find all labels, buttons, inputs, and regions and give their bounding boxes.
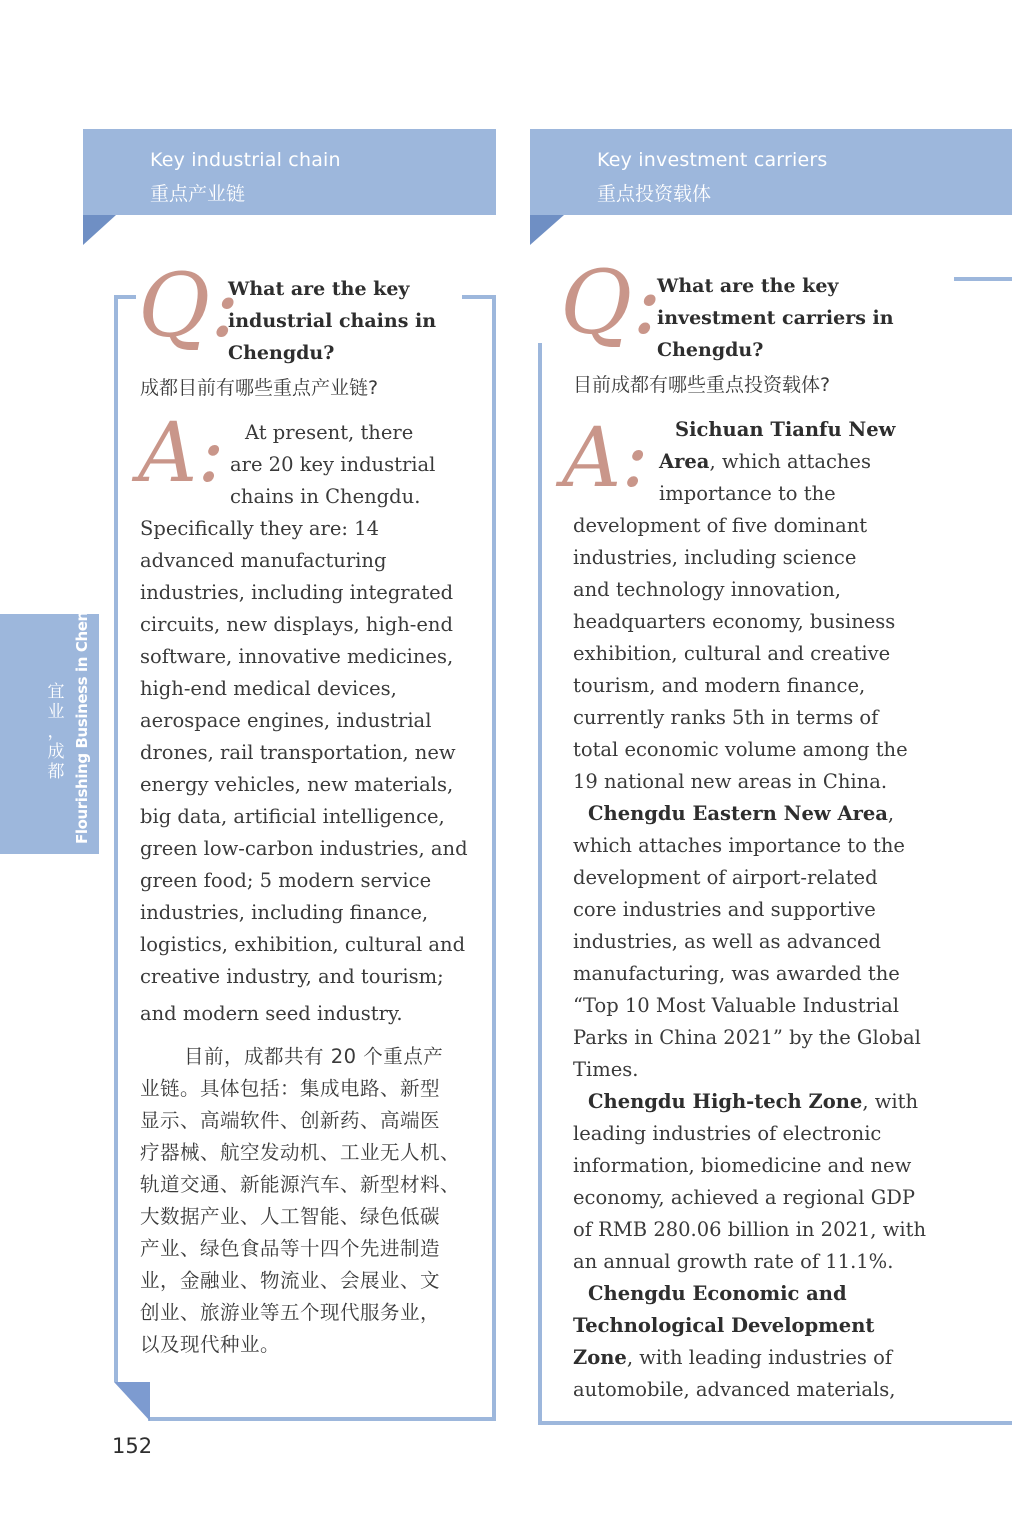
left-answer-chinese-line: 显示、高端软件、创新药、高端医: [140, 1109, 441, 1132]
right-p4-heading: [588, 1278, 847, 1310]
right-p1-line: 19 national new areas in China.: [573, 770, 888, 793]
right-p3-line: of RMB 280.06 billion in 2021, with: [573, 1218, 927, 1241]
carrier-name: Chengdu Economic and: [588, 1282, 847, 1305]
right-p2-line: industries, as well as advanced: [573, 930, 882, 953]
left-answer-line: are 20 key industrial: [230, 453, 436, 476]
right-p1-line: importance to the: [659, 482, 836, 505]
side-char: 都: [47, 762, 65, 782]
left-answer-chinese-line: 目前，成都共有 20 个重点产: [184, 1045, 444, 1068]
left-question-chinese: 成都目前有哪些重点产业链?: [140, 377, 379, 399]
left-frame-corner: [114, 1382, 150, 1421]
left-answer-line: drones, rail transportation, new: [140, 741, 456, 764]
left-answer-line: software, innovative medicines,: [140, 645, 454, 668]
right-p1-line: and technology innovation,: [573, 578, 842, 601]
left-answer-line: industries, including finance,: [140, 901, 429, 924]
right-p2-line: which attaches importance to the: [573, 834, 905, 857]
right-p1-line: development of five dominant: [573, 514, 868, 537]
right-frame-bottom: [538, 1421, 1012, 1425]
carrier-name: Chengdu Eastern New Area: [588, 802, 888, 825]
left-answer-chinese-line: 大数据产业、人工智能、绿色低碳: [140, 1205, 441, 1228]
left-answer-chinese-line: 疗器械、航空发动机、工业无人机、: [140, 1141, 461, 1164]
left-answer-line: At present, there: [245, 421, 414, 444]
right-p4-heading: [573, 1310, 874, 1342]
right-p1-line: tourism, and modern finance,: [573, 674, 866, 697]
left-answer-chinese-line: 业，金融业、物流业、会展业、文: [140, 1269, 441, 1292]
text-run: , which attaches: [709, 450, 871, 473]
left-question-mark: Q:: [138, 254, 240, 357]
right-p1-line: headquarters economy, business: [573, 610, 896, 633]
left-header-fold: [83, 215, 116, 245]
side-tab: [0, 580, 99, 854]
right-p2-line: manufacturing, was awarded the: [573, 962, 900, 985]
text-run: , with: [862, 1090, 919, 1113]
left-frame-left: [114, 295, 118, 1382]
left-frame-right: [492, 295, 496, 1421]
left-answer-line: aerospace engines, industrial: [140, 709, 432, 732]
right-p4-line: [573, 1342, 892, 1374]
right-p1-line: industries, including science: [573, 546, 857, 569]
side-char: 业: [47, 702, 65, 722]
right-question-line: investment carriers in: [657, 307, 894, 329]
carrier-name: Sichuan Tianfu New: [675, 418, 896, 441]
left-answer-chinese-line: 产业、绿色食品等十四个先进制造: [140, 1237, 441, 1260]
carrier-name: Area: [659, 450, 710, 473]
left-answer-mark: A:: [138, 406, 225, 501]
right-p2-line: Times.: [573, 1058, 639, 1081]
left-answer-line: logistics, exhibition, cultural and: [140, 933, 466, 956]
left-frame-bottom: [148, 1417, 496, 1421]
right-question-line: Chengdu?: [657, 339, 764, 361]
right-p2-line: development of airport-related: [573, 866, 878, 889]
right-p1-heading: [675, 414, 895, 446]
text-run: , with leading industries of: [626, 1346, 893, 1369]
side-char: ，: [47, 722, 65, 742]
right-question-chinese: 目前成都有哪些重点投资载体?: [573, 374, 831, 396]
left-answer-chinese-line: 轨道交通、新能源汽车、新型材料、: [140, 1173, 461, 1196]
right-p2-line: Parks in China 2021” by the Global: [573, 1026, 921, 1049]
right-p3-heading: [588, 1086, 918, 1118]
left-question-line: industrial chains in: [228, 310, 437, 332]
side-tab-english: Flourishing Business in Chengdu: [73, 580, 91, 844]
side-char: 成: [47, 742, 65, 762]
right-section-header: [530, 129, 1012, 215]
right-question-mark: Q:: [560, 251, 662, 354]
right-p3-line: information, biomedicine and new: [573, 1154, 912, 1177]
left-answer-line: big data, artificial intelligence,: [140, 805, 445, 828]
right-header-english: Key investment carriers: [597, 149, 828, 171]
left-answer-line: industries, including integrated: [140, 581, 454, 604]
right-header-chinese: 重点投资载体: [597, 183, 712, 205]
left-answer-line: creative industry, and tourism;: [140, 965, 444, 988]
right-header-fold: [530, 215, 564, 245]
right-p1-line: [659, 446, 871, 478]
left-answer-chinese-line: 创业、旅游业等五个现代服务业，: [140, 1301, 441, 1324]
right-frame-top-accent: [954, 277, 1012, 281]
side-tab-chinese: [44, 682, 68, 782]
carrier-name: Technological Development: [573, 1314, 875, 1337]
right-question-line: What are the key: [657, 275, 839, 297]
left-answer-line: circuits, new displays, high-end: [140, 613, 453, 636]
left-answer-line: Specifically they are: 14: [140, 517, 379, 540]
left-answer-line: green low-carbon industries, and: [140, 837, 468, 860]
right-p2-line: “Top 10 Most Valuable Industrial: [573, 994, 900, 1017]
side-char: 宜: [47, 682, 65, 702]
carrier-name: Chengdu High-tech Zone: [588, 1090, 863, 1113]
right-p1-line: total economic volume among the: [573, 738, 908, 761]
text-run: ,: [887, 802, 895, 825]
right-p3-line: an annual growth rate of 11.1%.: [573, 1250, 894, 1273]
right-p3-line: economy, achieved a regional GDP: [573, 1186, 916, 1209]
left-answer-line: green food; 5 modern service: [140, 869, 432, 892]
left-answer-chinese-line: 以及现代种业。: [140, 1333, 281, 1356]
right-p2-line: core industries and supportive: [573, 898, 876, 921]
right-frame-left: [538, 343, 542, 1425]
right-p4-line: automobile, advanced materials,: [573, 1378, 896, 1401]
right-p2-heading: [588, 798, 894, 830]
page-number: 152: [112, 1434, 153, 1458]
right-answer-mark: A:: [562, 411, 649, 506]
left-section-header: [83, 129, 496, 215]
left-answer-line: energy vehicles, new materials,: [140, 773, 454, 796]
carrier-name: Zone: [573, 1346, 627, 1369]
left-header-english: Key industrial chain: [150, 149, 341, 171]
left-frame-top-right: [462, 295, 496, 299]
left-question-line: Chengdu?: [228, 342, 335, 364]
left-answer-chinese-line: 业链。具体包括：集成电路、新型: [140, 1077, 441, 1100]
right-p1-line: currently ranks 5th in terms of: [573, 706, 879, 729]
left-answer-line: advanced manufacturing: [140, 549, 387, 572]
left-answer-line: high-end medical devices,: [140, 677, 397, 700]
left-answer-line: and modern seed industry.: [140, 1002, 403, 1025]
left-answer-line: chains in Chengdu.: [230, 485, 421, 508]
right-p1-line: exhibition, cultural and creative: [573, 642, 891, 665]
right-p3-line: leading industries of electronic: [573, 1122, 882, 1145]
left-question-line: What are the key: [228, 278, 410, 300]
left-header-chinese: 重点产业链: [150, 183, 246, 205]
